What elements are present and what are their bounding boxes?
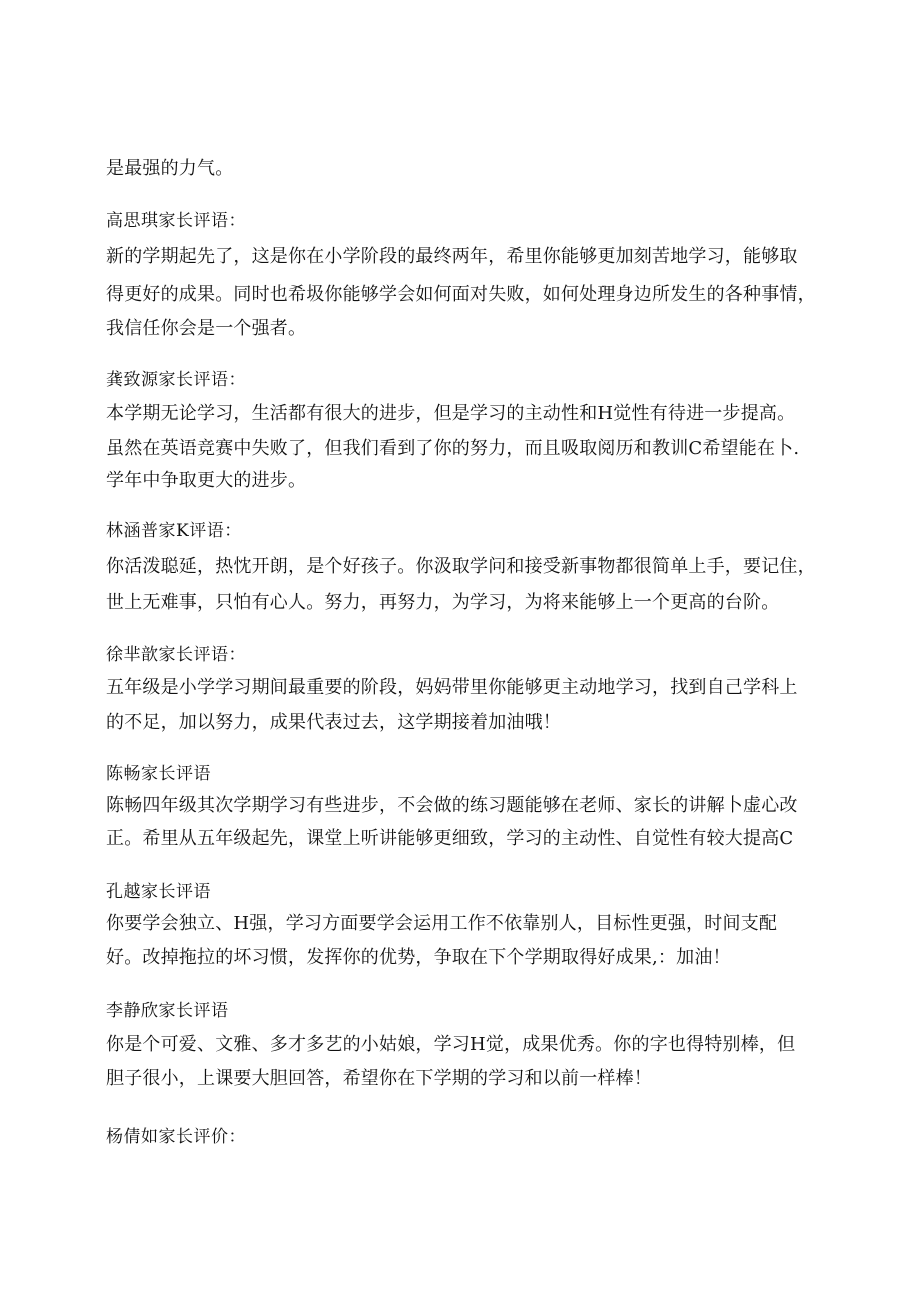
comment-text-line: 正。希里从五年级起先，课堂上听讲能够更细致，学习的主动性、自觉性有较大提高C (106, 828, 794, 849)
comment-text-line: 学年中争取更大的进步。 (106, 470, 307, 491)
comment-heading: 杨倩如家长评价： (106, 1127, 246, 1147)
comment-text-line: 胆子很小，上课要大胆回答，希望你在下学期的学习和以前一样棒！ (106, 1068, 652, 1089)
comment-text-line: 你活泼聪延，热忱开朗，是个好孩子。你汲取学问和接受新事物都很简单上手，要记住， (106, 556, 816, 577)
comment-heading: 孔越家长评语 (106, 882, 211, 902)
comment-text-line: 我信任你会是一个强者。 (106, 318, 307, 339)
comment-heading: 徐芈歆家长评语： (106, 645, 246, 665)
comment-heading: 龚致源家长评语： (106, 370, 246, 390)
comment-heading: 林涵普家K评语： (106, 521, 242, 541)
comment-text-line: 新的学期起先了，这是你在小学阶段的最终两年，希里你能够更加刻苦地学习，能够取 (106, 246, 798, 267)
comment-text-line: 的不足，加以努力，成果代表过去，这学期接着加油哦！ (106, 712, 561, 733)
comment-text-line: 陈畅四年级其次学期学习有些进步，不会做的练习题能够在老师、家长的讲解卜虚心改 (106, 795, 798, 816)
comment-text-line: 五年级是小学学习期间最重要的阶段，妈妈带里你能够更主动地学习，找到自己学科上 (106, 677, 798, 698)
comment-text-line: 你要学会独立、H强，学习方面要学会运用工作不依靠别人，目标性更强，时间支配 (106, 913, 778, 934)
comment-text-line: 你是个可爱、文雅、多才多艺的小姑娘，学习H觉，成果优秀。你的字也得特别棒，但 (106, 1034, 796, 1055)
comment-text-line: 世上无难事，只怕有心人。努力，再努力，为学习，为将来能够上一个更高的台阶。 (106, 592, 780, 613)
comment-text-line: 虽然在英语竞赛中失败了，但我们看到了你的努力，而且吸取阅历和教训C希望能在卜. (106, 438, 800, 459)
closing-line: 是最强的力气。 (106, 158, 234, 179)
comment-heading: 李静欣家长评语 (106, 1001, 229, 1021)
comment-text-line: 好。改掉拖拉的坏习惯，发挥你的优势，争取在下个学期取得好成果,：加油！ (106, 947, 731, 968)
comment-text-line: 得更好的成果。同时也希圾你能够学会如何面对失败，如何处理身边所发生的各种事情， (106, 284, 816, 305)
comment-heading: 高思琪家长评语： (106, 211, 246, 231)
comment-heading: 陈畅家长评语 (106, 764, 211, 784)
comment-text-line: 本学期无论学习，生活都有很大的进步，但是学习的主动性和H觉性有待进一步提高。 (106, 403, 796, 424)
